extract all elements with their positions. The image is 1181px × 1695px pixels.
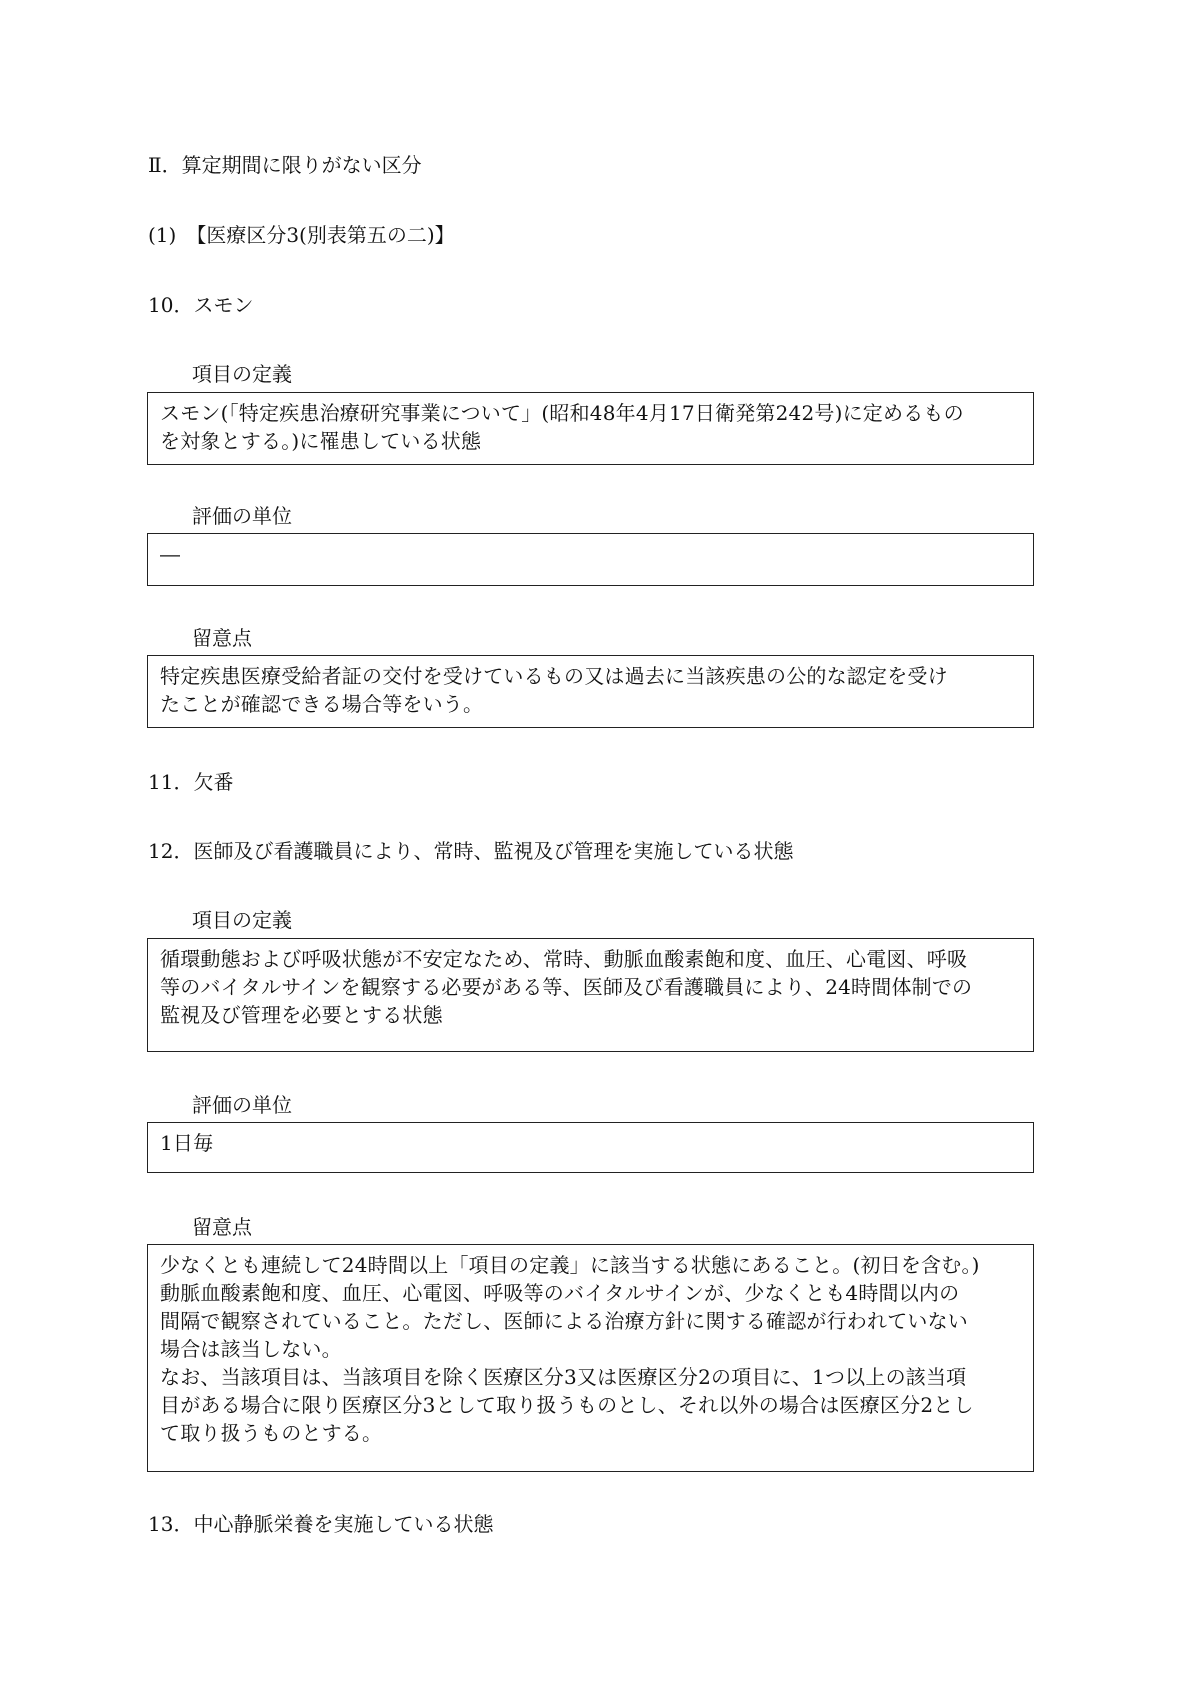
item-12-notes-line: て取り扱うものとする。 bbox=[160, 1421, 383, 1445]
item-12-unit-value: 1日毎 bbox=[160, 1131, 214, 1155]
item-12-definition-label: 項目の定義 bbox=[192, 908, 292, 932]
item-10-notes-label: 留意点 bbox=[192, 626, 252, 650]
item-12-notes-line: 場合は該当しない。 bbox=[160, 1337, 342, 1361]
subsection-title: (1) 【医療区分3(別表第五の二)】 bbox=[148, 223, 455, 247]
item-12-heading: 12．医師及び看護職員により、常時、監視及び管理を実施している状態 bbox=[148, 839, 794, 863]
item-10-unit-label: 評価の単位 bbox=[192, 504, 292, 528]
item-12-notes-line: 目がある場合に限り医療区分3として取り扱うものとし、それ以外の場合は医療区分2とし bbox=[160, 1393, 974, 1417]
item-13-heading: 13．中心静脈栄養を実施している状態 bbox=[148, 1512, 494, 1536]
item-10-unit-value: ― bbox=[160, 542, 181, 566]
item-10-notes-box bbox=[147, 655, 1034, 728]
item-12-unit-box bbox=[147, 1122, 1034, 1173]
item-11-heading: 11．欠番 bbox=[148, 770, 234, 794]
item-12-notes-line: 少なくとも連続して24時間以上「項目の定義」に該当する状態にあること。(初日を含む。) bbox=[160, 1253, 980, 1277]
item-12-definition-box bbox=[147, 938, 1034, 1052]
item-10-notes-line: 特定疾患医療受給者証の交付を受けているもの又は過去に当該疾患の公的な認定を受け bbox=[160, 664, 948, 688]
item-12-notes-line: 動脈血酸素飽和度、血圧、心電図、呼吸等のバイタルサインが、少なくとも4時間以内の bbox=[160, 1281, 960, 1305]
item-12-definition-line: 監視及び管理を必要とする状態 bbox=[160, 1003, 443, 1027]
item-12-definition-line: 等のバイタルサインを観察する必要がある等、医師及び看護職員により、24時間体制での bbox=[160, 975, 973, 999]
item-12-notes-line: なお、当該項目は、当該項目を除く医療区分3又は医療区分2の項目に、1つ以上の該当項 bbox=[160, 1365, 967, 1389]
section-title: Ⅱ．算定期間に限りがない区分 bbox=[148, 153, 422, 177]
item-12-definition-line: 循環動態および呼吸状態が不安定なため、常時、動脈血酸素飽和度、血圧、心電図、呼吸 bbox=[160, 947, 968, 971]
item-10-definition-label: 項目の定義 bbox=[192, 362, 292, 386]
item-10-heading: 10．スモン bbox=[148, 293, 254, 317]
item-10-unit-box bbox=[147, 533, 1034, 586]
item-12-notes-box bbox=[147, 1244, 1034, 1472]
item-10-definition-box bbox=[147, 392, 1034, 465]
item-10-definition-line: スモン(「特定疾患治療研究事業について」(昭和48年4月17日衛発第242号)に定めるもの bbox=[160, 401, 964, 425]
item-12-unit-label: 評価の単位 bbox=[192, 1093, 292, 1117]
item-10-definition-line: を対象とする。)に罹患している状態 bbox=[160, 429, 482, 453]
item-12-notes-line: 間隔で観察されていること。ただし、医師による治療方針に関する確認が行われていない bbox=[160, 1309, 968, 1333]
item-12-notes-label: 留意点 bbox=[192, 1215, 252, 1239]
item-10-notes-line: たことが確認できる場合等をいう。 bbox=[160, 692, 484, 716]
